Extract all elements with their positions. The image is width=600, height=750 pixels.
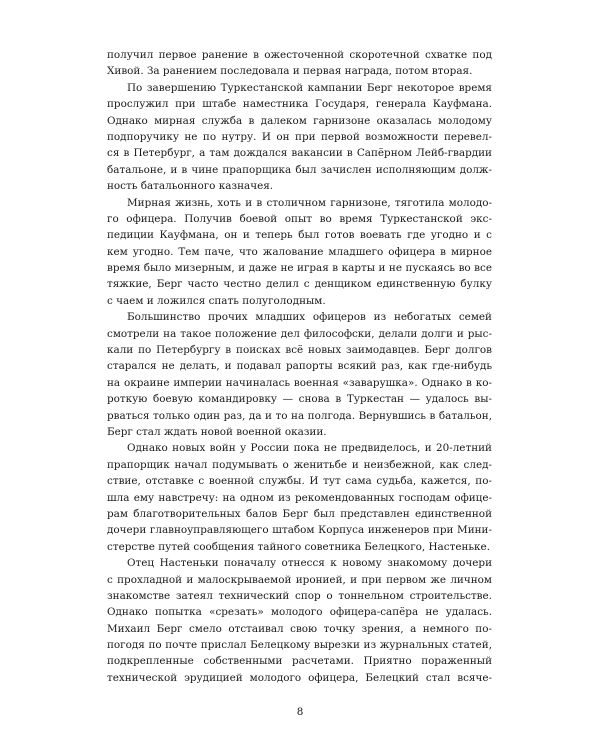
text-line: технической эрудицией молодого офицера, Белецкий стал всяче- (107, 671, 492, 684)
text-line: старался не делать, и подавал рапорты всякий раз, как где-нибудь (107, 360, 492, 373)
text-line: время было мизерным, и даже не играя в карты и не пускаясь во все (107, 262, 492, 275)
text-line: тяжкие, Берг часто честно делил с денщиком единственную булку (107, 278, 492, 291)
text-line: с чаем и ложился спать полуголодным. (107, 294, 326, 307)
text-line: ность батальонного казначея. (107, 180, 274, 193)
text-line: роткую боевую командировку — снова в Туркестан — удалось вы- (107, 393, 492, 406)
text-line: кем угодно. Тем паче, что жалование младшего офицера в мирное (107, 245, 492, 258)
text-line: кали по Петербургу в поисках всё новых заимодавцев. Берг долгов (107, 344, 492, 357)
text-line: на окраине империи начиналась военная «заварушка». Однако в ко- (107, 376, 492, 389)
text-line: Отец Настеньки поначалу отнесся к новому знакомому дочери (127, 557, 492, 570)
text-line: подпоручику не по нутру. И он при первой возможности перевел- (107, 130, 492, 143)
page-number: 8 (296, 706, 304, 718)
text-line: дочери главноуправляющего штабом Корпуса инженеров при Мини- (107, 524, 492, 537)
text-line: Однако мирная служба в далеком гарнизоне оказалась молодому (107, 114, 492, 127)
text-line: прапорщик начал подумывать о женитьбе и неизбежной, как след- (107, 458, 492, 471)
text-line: Однако новых войн у России пока не предвиделось, и 20-летний (127, 442, 492, 455)
text-line: стерстве путей сообщения тайного советника Белецкого, Настеньке. (107, 540, 490, 553)
text-line: ся в Петербург, а там дождался вакансии в Сапёрном Лейб-гвардии (107, 147, 492, 160)
text-line: шла ему навстречу: на одном из рекомендованных господам офице- (107, 491, 492, 504)
text-line: прослужил при штабе наместника Государя, генерала Кауфмана. (107, 98, 492, 111)
text-line: го офицера. Получив боевой опыт во время Туркестанской экс- (107, 212, 492, 225)
text-line: Берг стал ждать новой военной оказии. (107, 425, 327, 438)
text-line: Хивой. За ранением последовала и первая награда, потом вторая. (107, 65, 473, 78)
text-line: ствие, отставке с военной службы. И тут сама судьба, кажется, по- (107, 475, 492, 488)
text-line: смотрели на такое положение дел философски, делали долги и рыс- (107, 327, 492, 340)
text-line: Михаил Берг смело отстаивал свою точку зрения, а немного по- (107, 622, 492, 635)
text-line: По завершению Туркестанской кампании Берг некоторое время (127, 81, 492, 94)
text-line: с прохладной и малоскрываемой иронией, и при первом же личном (107, 573, 492, 586)
text-line: получил первое ранение в ожесточенной скоротечной схватке под (107, 49, 492, 61)
text-line: рам благотворительных балов Берг был представлен единственной (107, 507, 492, 520)
text-line: погодя по почте прислал Белецкому вырезки из журнальных статей, (107, 639, 492, 652)
body-text (107, 47, 492, 686)
text-line: педиции Кауфмана, он и теперь был готов воевать где угодно и с (107, 229, 492, 242)
text-line: рваться только один раз, да и то на полгода. Вернувшись в батальон, (107, 409, 492, 422)
text-line: Мирная жизнь, хоть и в столичном гарнизоне, тяготила молодо- (127, 196, 492, 209)
text-line: знакомстве затеял технический спор о тоннельном строительстве. (107, 589, 492, 602)
text-line: подкрепленные собственными расчетами. Приятно пораженный (107, 655, 492, 668)
text-line: Большинство прочих младших офицеров из небогатых семей (127, 311, 492, 324)
text-line: Однако попытка «срезать» молодого офицера-сапёра не удалась. (107, 606, 492, 619)
text-line: батальоне, и в чине прапорщика был зачислен исполняющим долж- (107, 163, 492, 176)
